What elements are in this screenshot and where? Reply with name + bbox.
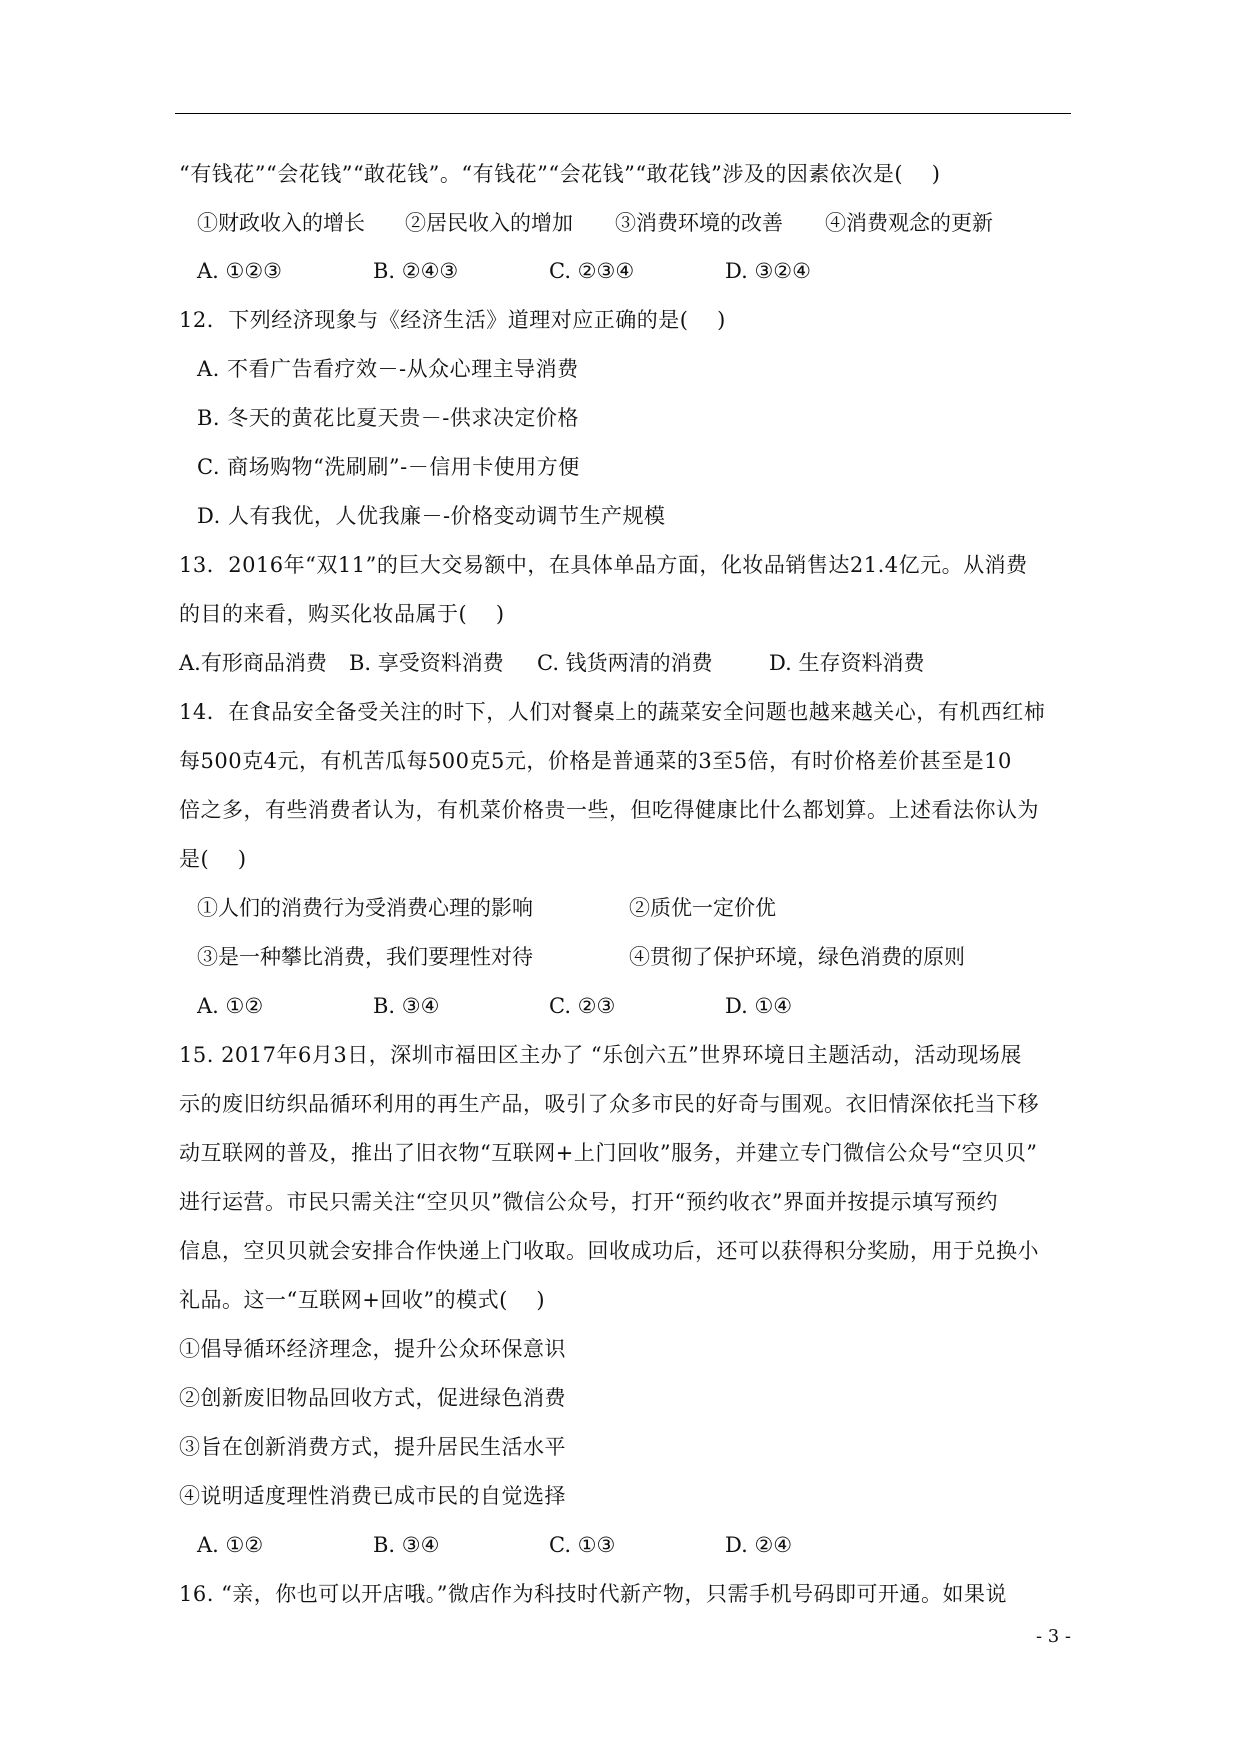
- q15-stem-line-4: 进行运营。市民只需关注“空贝贝”微信公众号，打开“预约收衣”界面并按提示填写预约: [179, 1190, 998, 1214]
- q11-item-3: ③消费环境的改善: [615, 211, 783, 235]
- q12-option-a: A. 不看广告看疗效－-从众心理主导消费: [197, 357, 579, 381]
- q15-item-3: ③旨在创新消费方式，提升居民生活水平: [179, 1435, 566, 1459]
- q14-stem-line-2: 每500克4元，有机苦瓜每500克5元，价格是普通菜的3至5倍，有时价格差价甚至是10: [179, 749, 1012, 773]
- q11-item-2: ②居民收入的增加: [405, 211, 573, 235]
- q15-stem-line-2: 示的废旧纺织品循环利用的再生产品，吸引了众多市民的好奇与围观。衣旧情深依托当下移: [179, 1092, 1039, 1116]
- q12-option-c: C. 商场购物“洗刷刷”-－信用卡使用方便: [197, 455, 580, 479]
- header-rule: [175, 113, 1071, 114]
- q15-option-d: D. ②④: [725, 1533, 793, 1557]
- q11-option-a: A. ①②③: [197, 259, 282, 283]
- q11-option-c: C. ②③④: [549, 259, 635, 283]
- q13-stem-line-2: 的目的来看，购买化妆品属于( ): [179, 602, 505, 626]
- q13-option-d: D. 生存资料消费: [769, 651, 925, 675]
- q14-stem-line-1: 14．在食品安全备受关注的时下，人们对餐桌上的蔬菜安全问题也越来越关心，有机西红柿: [179, 700, 1046, 724]
- q13-option-c: C. 钱货两清的消费: [537, 651, 713, 675]
- q12-stem: 12．下列经济现象与《经济生活》道理对应正确的是( ): [179, 308, 726, 332]
- q14-item-4: ④贯彻了保护环境，绿色消费的原则: [629, 945, 965, 969]
- q15-stem-line-6: 礼品。这一“互联网+回收”的模式( ): [179, 1288, 546, 1312]
- q15-option-b: B. ③④: [373, 1533, 440, 1557]
- q15-stem-line-1: 15. 2017年6月3日，深圳市福田区主办了 “乐创六五”世界环境日主题活动，活动现场展: [179, 1043, 1022, 1067]
- q13-stem-line-1: 13．2016年“双11”的巨大交易额中，在具体单品方面，化妆品销售达21.4亿元。从消费: [179, 553, 1028, 577]
- page-number: - 3 -: [1035, 1626, 1071, 1647]
- q15-stem-line-3: 动互联网的普及，推出了旧衣物“互联网+上门回收”服务，并建立专门微信公众号“空贝贝”: [179, 1141, 1038, 1165]
- q11-stem-line: “有钱花”“会花钱”“敢花钱”。“有钱花”“会花钱”“敢花钱”涉及的因素依次是( ): [179, 162, 941, 186]
- q11-option-d: D. ③②④: [725, 259, 811, 283]
- q13-option-a: A.有形商品消费: [179, 651, 327, 675]
- q14-item-1: ①人们的消费行为受消费心理的影响: [197, 896, 533, 920]
- q14-option-b: B. ③④: [373, 994, 440, 1018]
- q14-item-2: ②质优一定价优: [629, 896, 776, 920]
- q14-stem-line-4: 是( ): [179, 847, 247, 871]
- q15-stem-line-5: 信息，空贝贝就会安排合作快递上门收取。回收成功后，还可以获得积分奖励，用于兑换小: [179, 1239, 1039, 1263]
- q11-item-1: ①财政收入的增长: [197, 211, 365, 235]
- q14-item-3: ③是一种攀比消费，我们要理性对待: [197, 945, 533, 969]
- q11-option-b: B. ②④③: [373, 259, 459, 283]
- q14-option-d: D. ①④: [725, 994, 793, 1018]
- q15-option-c: C. ①③: [549, 1533, 616, 1557]
- q14-option-a: A. ①②: [197, 994, 264, 1018]
- q15-item-1: ①倡导循环经济理念，提升公众环保意识: [179, 1337, 566, 1361]
- q14-stem-line-3: 倍之多，有些消费者认为，有机菜价格贵一些，但吃得健康比什么都划算。上述看法你认为: [179, 798, 1039, 822]
- q15-item-2: ②创新废旧物品回收方式，促进绿色消费: [179, 1386, 566, 1410]
- q15-item-4: ④说明适度理性消费已成市民的自觉选择: [179, 1484, 566, 1508]
- q15-option-a: A. ①②: [197, 1533, 264, 1557]
- q12-option-d: D. 人有我优，人优我廉－-价格变动调节生产规模: [197, 504, 666, 528]
- q11-item-4: ④消费观念的更新: [825, 211, 993, 235]
- q13-option-b: B. 享受资料消费: [349, 651, 504, 675]
- q16-stem-line-1: 16. “亲，你也可以开店哦。”微店作为科技时代新产物，只需手机号码即可开通。如果说: [179, 1582, 1008, 1606]
- q14-option-c: C. ②③: [549, 994, 616, 1018]
- q12-option-b: B. 冬天的黄花比夏天贵－-供求决定价格: [197, 406, 579, 430]
